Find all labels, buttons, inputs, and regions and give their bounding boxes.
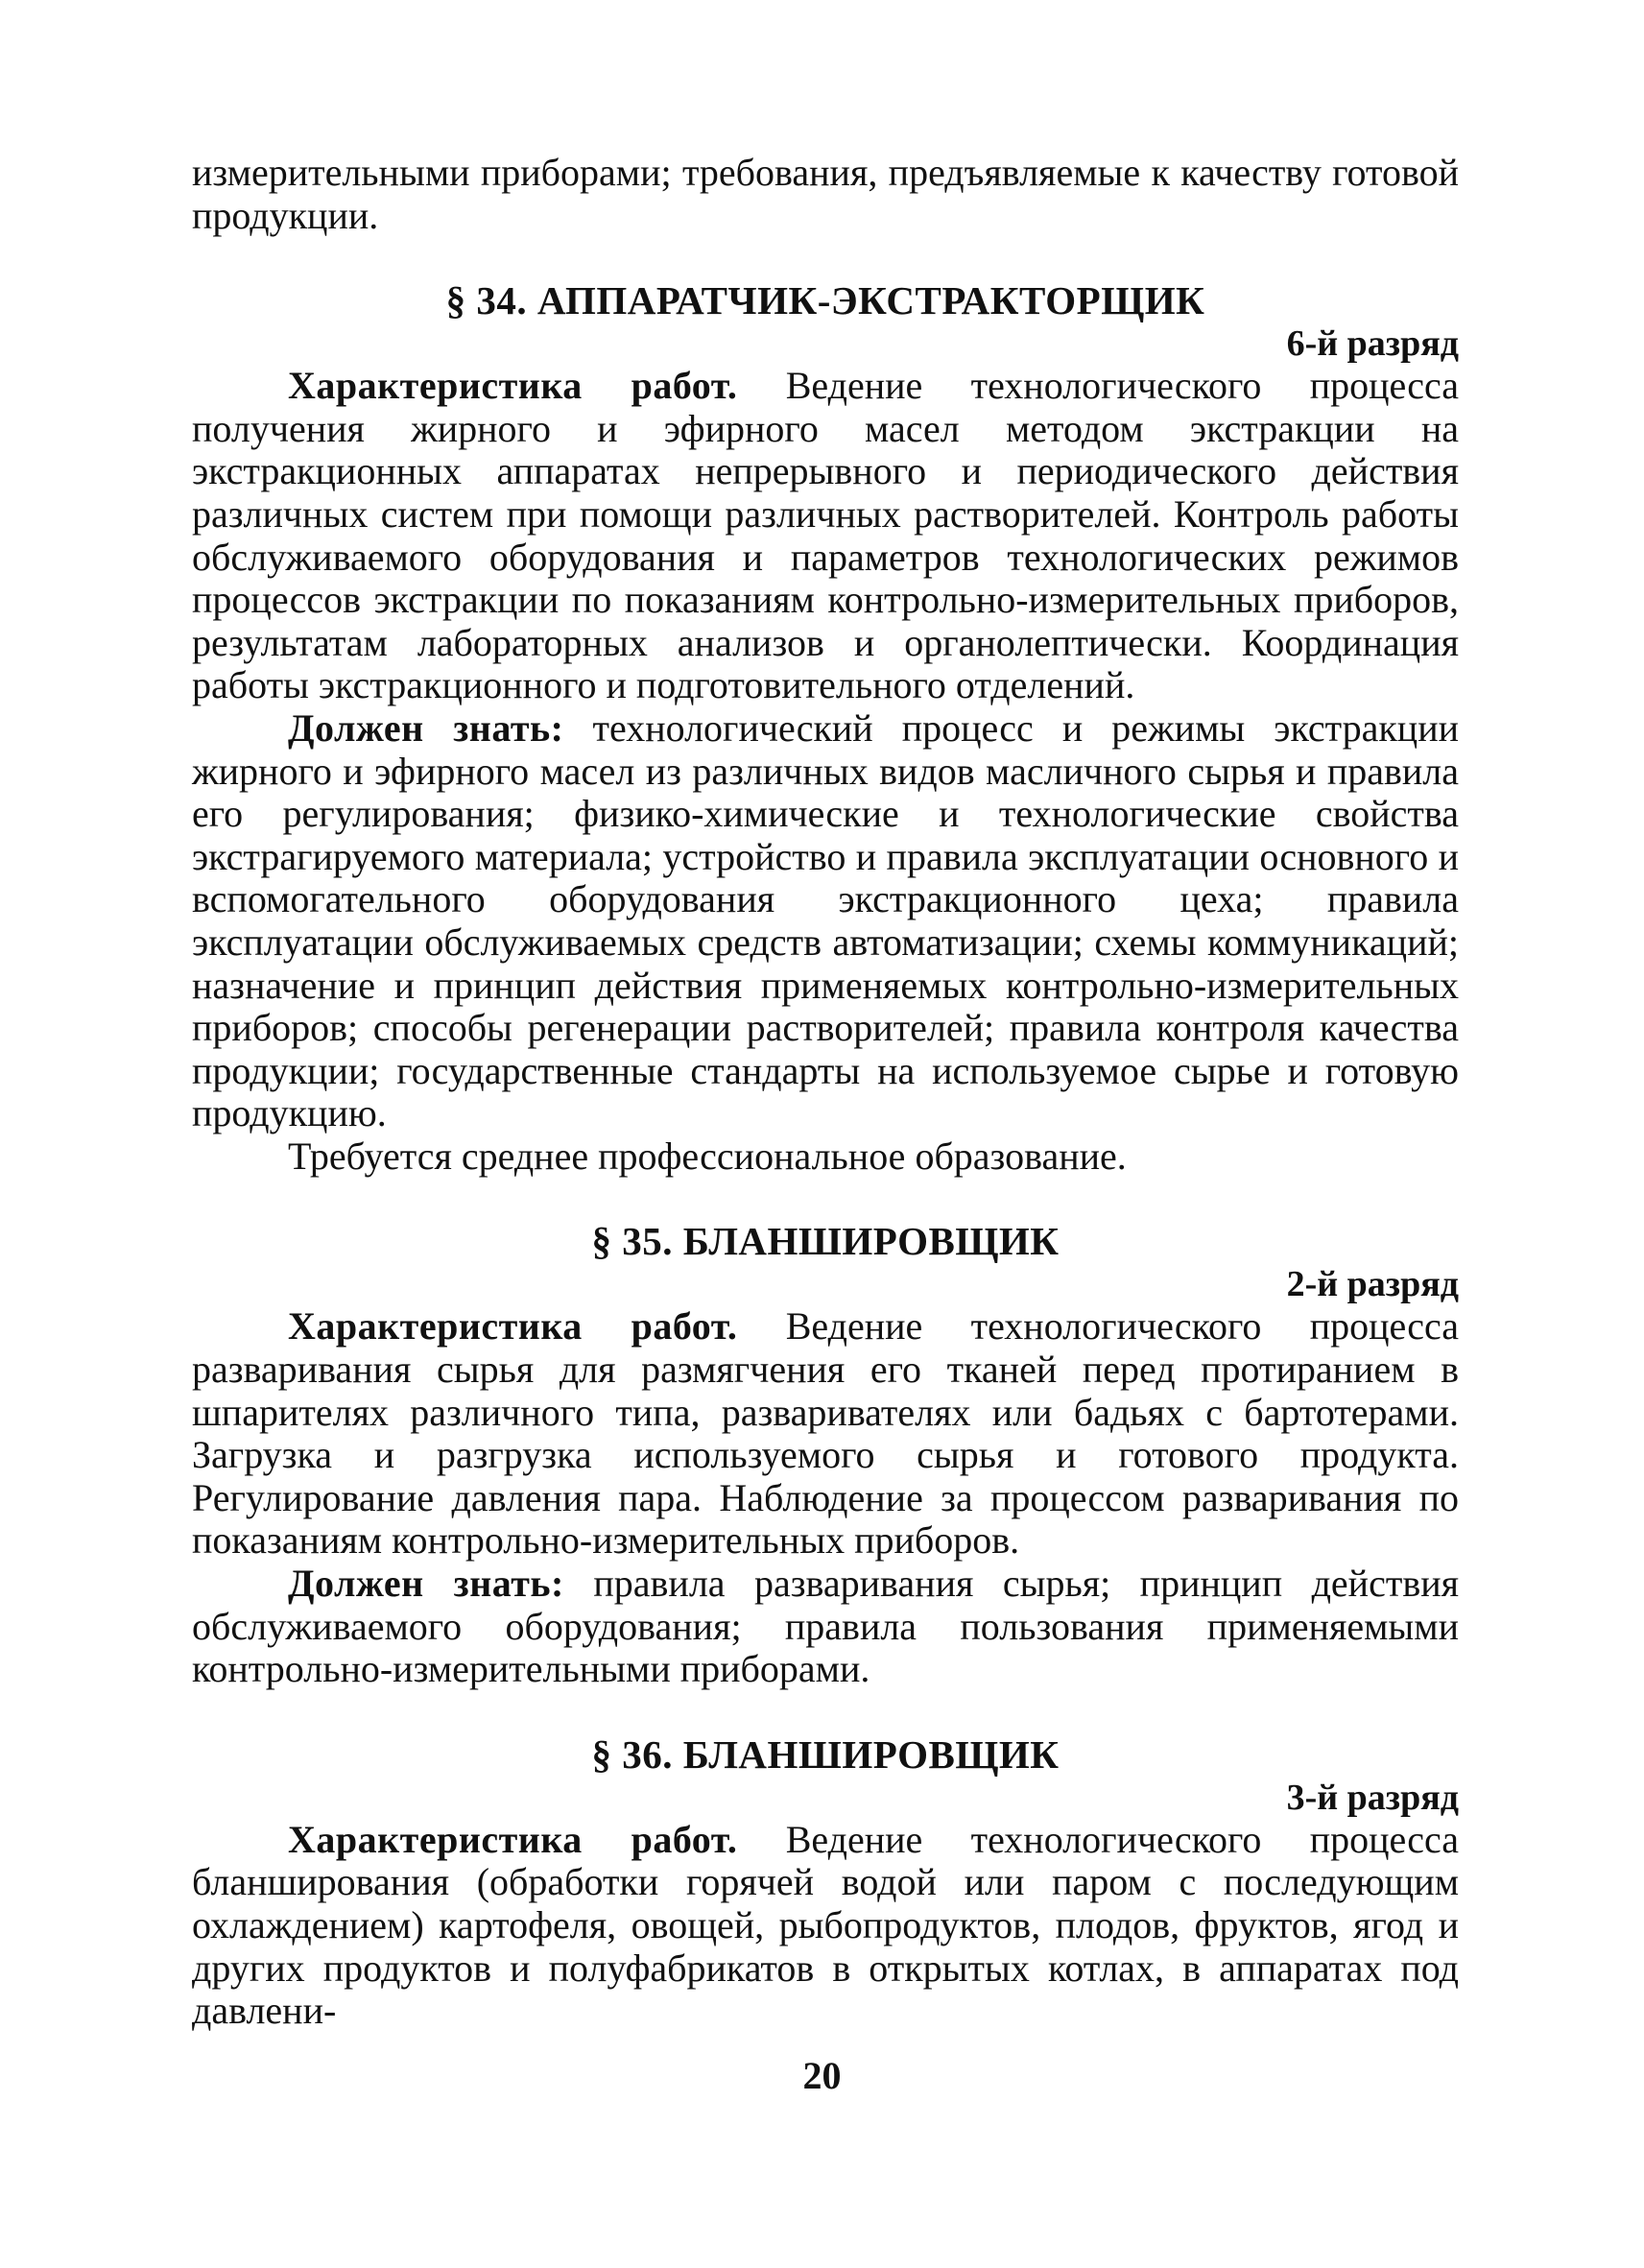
continuation-paragraph: измерительными приборами; требования, предъявляемые к качеству готовой продукции. xyxy=(192,151,1459,237)
characteristics-paragraph xyxy=(192,1819,1459,2033)
grade-label: 6-й разряд xyxy=(1286,323,1459,365)
document-page xyxy=(192,152,1459,2033)
knowledge-label: Должен знать: xyxy=(288,705,564,750)
knowledge-text: технологический процесс и режимы экстракции жирного и эфирного масел из различных видов масличного сырья и правила его регулирования; физико-химические и технологические свойства экстрагируемого материала; устройство и правила эксплуатации основного и вспомогательного оборудования экстракционного цеха; правила эксплуатации обслуживаемых средств автоматизации; схемы коммуникаций; назначение и принцип действия применяемых контрольно-измерительных приборов; способы регенерации растворителей; правила контроля качества продукции; государственные стандарты на используемое сырье и готовую продукцию. xyxy=(192,705,1460,1135)
knowledge-label: Должен знать: xyxy=(288,1562,564,1606)
characteristics-text: Ведение технологического процесса получения жирного и эфирного масел методом экстракции на экстракционных аппаратах непрерывного и периодического действия различных систем при помощи различных растворителей. Контроль работы обслуживаемого оборудования и параметров технологических режимов процессов экстракции по показаниям контрольно-измерительных приборов, результатам лабораторных анализов и органолептически. Координация работы экстракционного и подготовительного отделений. xyxy=(192,364,1460,707)
section-34 xyxy=(192,278,1459,1178)
section-36 xyxy=(192,1732,1459,2033)
section-title: § 34. АППАРАТЧИК-ЭКСТРАКТОРЩИК xyxy=(445,278,1205,323)
section-35 xyxy=(192,1219,1459,1690)
requirement-paragraph: Требуется среднее профессиональное образование. xyxy=(288,1134,1127,1178)
characteristics-label: Характеристика работ. xyxy=(288,1817,738,1861)
grade-label: 2-й разряд xyxy=(1286,1264,1459,1305)
knowledge-paragraph xyxy=(192,1563,1459,1691)
characteristics-paragraph xyxy=(192,365,1459,707)
section-title: § 35. БЛАНШИРОВЩИК xyxy=(591,1219,1060,1264)
characteristics-label: Характеристика работ. xyxy=(288,1304,738,1349)
characteristics-text: Ведение технологического процесса бланширования (обработки горячей водой или паром с последующим охлаждением) картофеля, овощей, рыбопродуктов, плодов, фруктов, ягод и других продуктов и полуфабрикатов в открытых котлах, в аппаратах под давлени- xyxy=(192,1817,1460,2033)
grade-label: 3-й разряд xyxy=(1286,1777,1459,1818)
characteristics-text: Ведение технологического процесса разваривания сырья для размягчения его тканей перед протиранием в шпарителях различного типа, разваривателях или бадьях с бартотерами. Загрузка и разгрузка используемого сырья и готового продукта. Регулирование давления пара. Наблюдение за процессом разваривания по показаниям контрольно-измерительных приборов. xyxy=(192,1304,1460,1563)
characteristics-label: Характеристика работ. xyxy=(288,364,738,408)
knowledge-text: правила разваривания сырья; принцип действия обслуживаемого оборудования; правила пользования применяемыми контрольно-измерительными приборами. xyxy=(192,1562,1460,1691)
section-title: § 36. БЛАНШИРОВЩИК xyxy=(591,1731,1060,1777)
characteristics-paragraph xyxy=(192,1305,1459,1563)
page-number: 20 xyxy=(802,2054,842,2097)
knowledge-paragraph xyxy=(192,707,1459,1135)
